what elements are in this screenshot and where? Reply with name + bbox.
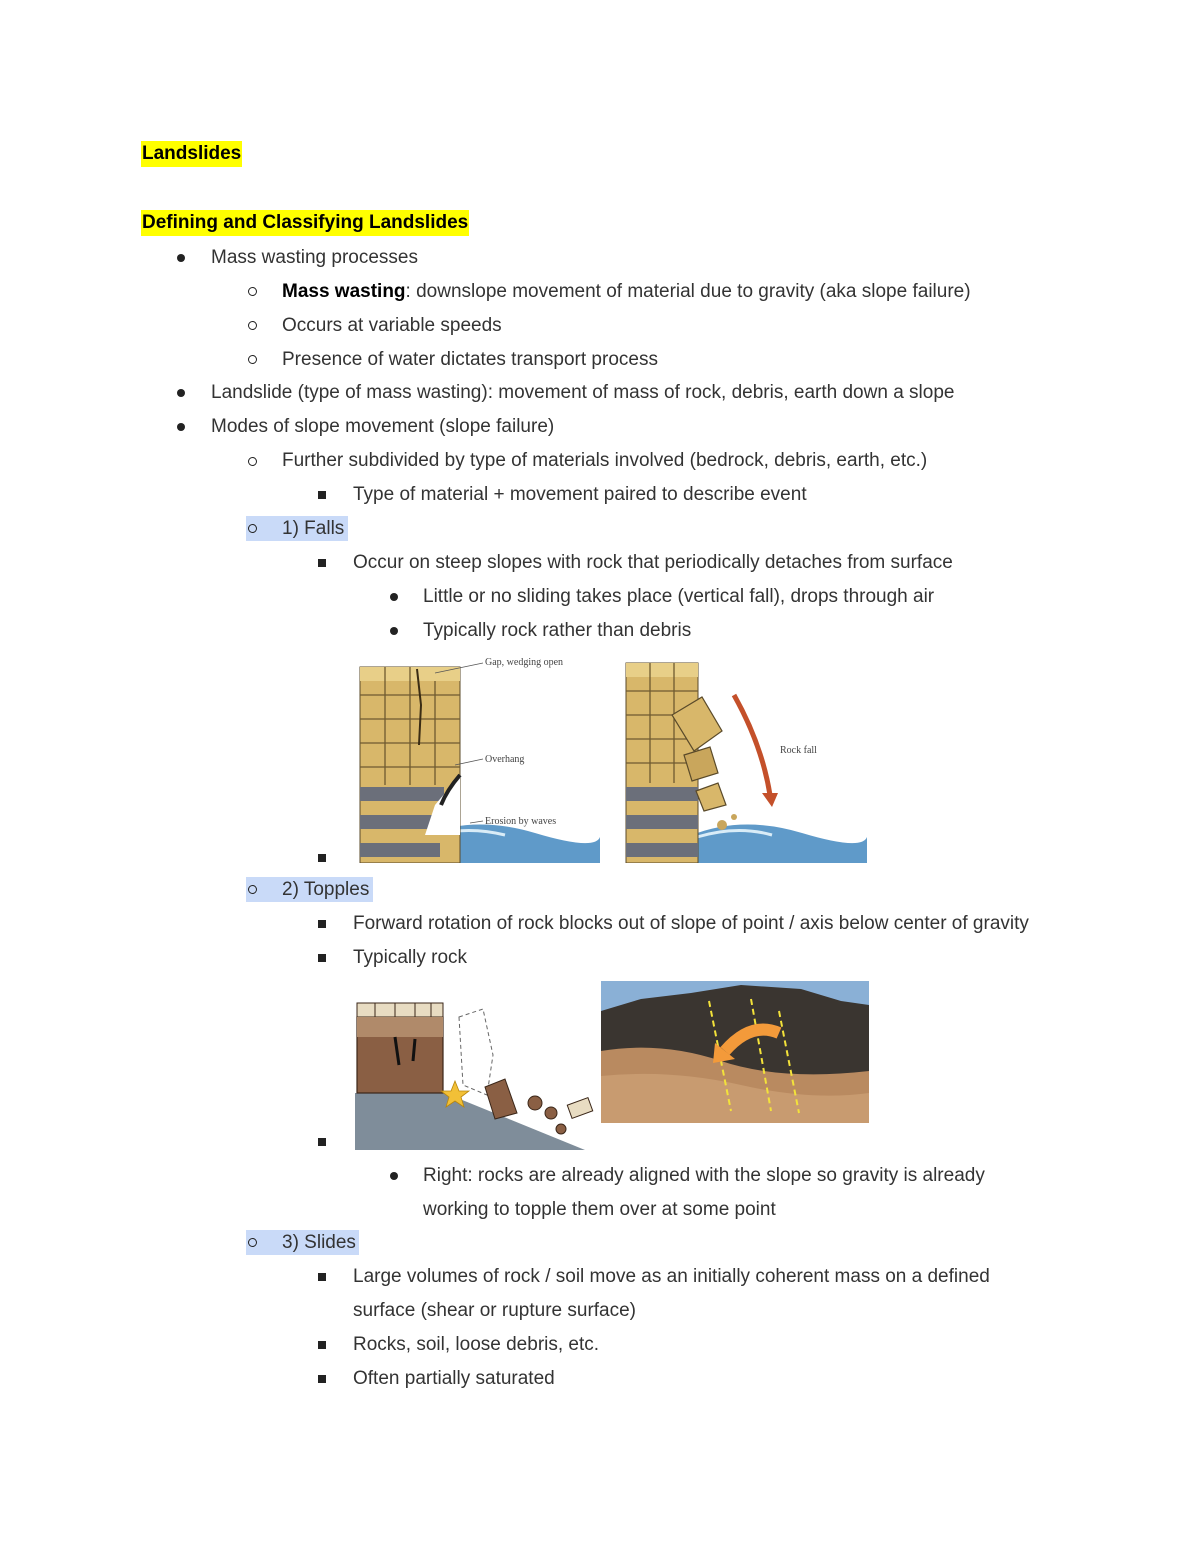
bullet-circle: [248, 321, 257, 330]
list-item: Further subdivided by type of materials involved (bedrock, debris, earth, etc.): [282, 450, 928, 471]
list-item-continued: surface (shear or rupture surface): [353, 1300, 637, 1321]
bullet-square: [318, 491, 326, 499]
list-item: Landslide (type of mass wasting): movement of mass of rock, debris, earth down a slope: [211, 382, 955, 403]
subheading-topples: 2) Topples: [282, 879, 370, 900]
list-item: Little or no sliding takes place (vertical fall), drops through air: [423, 586, 935, 607]
bullet-dot: [177, 389, 185, 397]
bullet-circle: [248, 524, 257, 533]
bullet-dot: [177, 254, 185, 262]
subheading-falls: 1) Falls: [282, 518, 345, 539]
list-item: Occurs at variable speeds: [282, 315, 502, 336]
falls-diagram-right: [622, 655, 867, 863]
list-item: Large volumes of rock / soil move as an initially coherent mass on a defined: [353, 1266, 990, 1287]
label-overhang: Overhang: [485, 754, 525, 765]
list-item: Mass wasting processes: [211, 247, 418, 268]
bullet-dot: [390, 1172, 398, 1180]
list-item-continued: working to topple them over at some point: [423, 1199, 776, 1220]
topples-photo: [601, 981, 869, 1123]
subheading-slides: 3) Slides: [282, 1232, 356, 1253]
bullet-square: [318, 954, 326, 962]
bullet-square: [318, 559, 326, 567]
list-item: Typically rock rather than debris: [423, 620, 692, 641]
bullet-circle: [248, 355, 257, 364]
list-item: Forward rotation of rock blocks out of slope of point / axis below center of gravity: [353, 913, 1029, 934]
bullet-circle: [248, 1238, 257, 1247]
page-title: Landslides: [141, 142, 242, 166]
bullet-square: [318, 920, 326, 928]
bullet-circle: [248, 287, 257, 296]
list-item: Occur on steep slopes with rock that periodically detaches from surface: [353, 552, 953, 573]
label-erosion: Erosion by waves: [485, 816, 557, 827]
list-item: Type of material + movement paired to describe event: [353, 484, 807, 505]
bullet-square: [318, 854, 326, 862]
bullet-dot: [390, 627, 398, 635]
bullet-circle: [248, 885, 257, 894]
list-item: Right: rocks are already aligned with the slope so gravity is already: [423, 1165, 985, 1186]
list-item: Modes of slope movement (slope failure): [211, 416, 555, 437]
bullet-square: [318, 1341, 326, 1349]
term-mass-wasting: Mass wasting: [282, 281, 406, 302]
list-item: Mass wasting: downslope movement of material due to gravity (aka slope failure): [282, 281, 971, 302]
list-item: Typically rock: [353, 947, 468, 968]
label-gap: Gap, wedging open: [485, 657, 564, 668]
bullet-circle: [248, 457, 257, 466]
list-item: Presence of water dictates transport process: [282, 349, 658, 370]
bullet-square: [318, 1273, 326, 1281]
bullet-square: [318, 1138, 326, 1146]
topples-diagram: [355, 995, 600, 1150]
bullet-square: [318, 1375, 326, 1383]
bullet-dot: [390, 593, 398, 601]
section-heading: Defining and Classifying Landslides: [141, 211, 469, 235]
bullet-dot: [177, 423, 185, 431]
label-rockfall: Rock fall: [780, 745, 817, 756]
list-item: Rocks, soil, loose debris, etc.: [353, 1334, 600, 1355]
falls-diagram-left: [355, 655, 600, 863]
list-item: Often partially saturated: [353, 1368, 555, 1389]
